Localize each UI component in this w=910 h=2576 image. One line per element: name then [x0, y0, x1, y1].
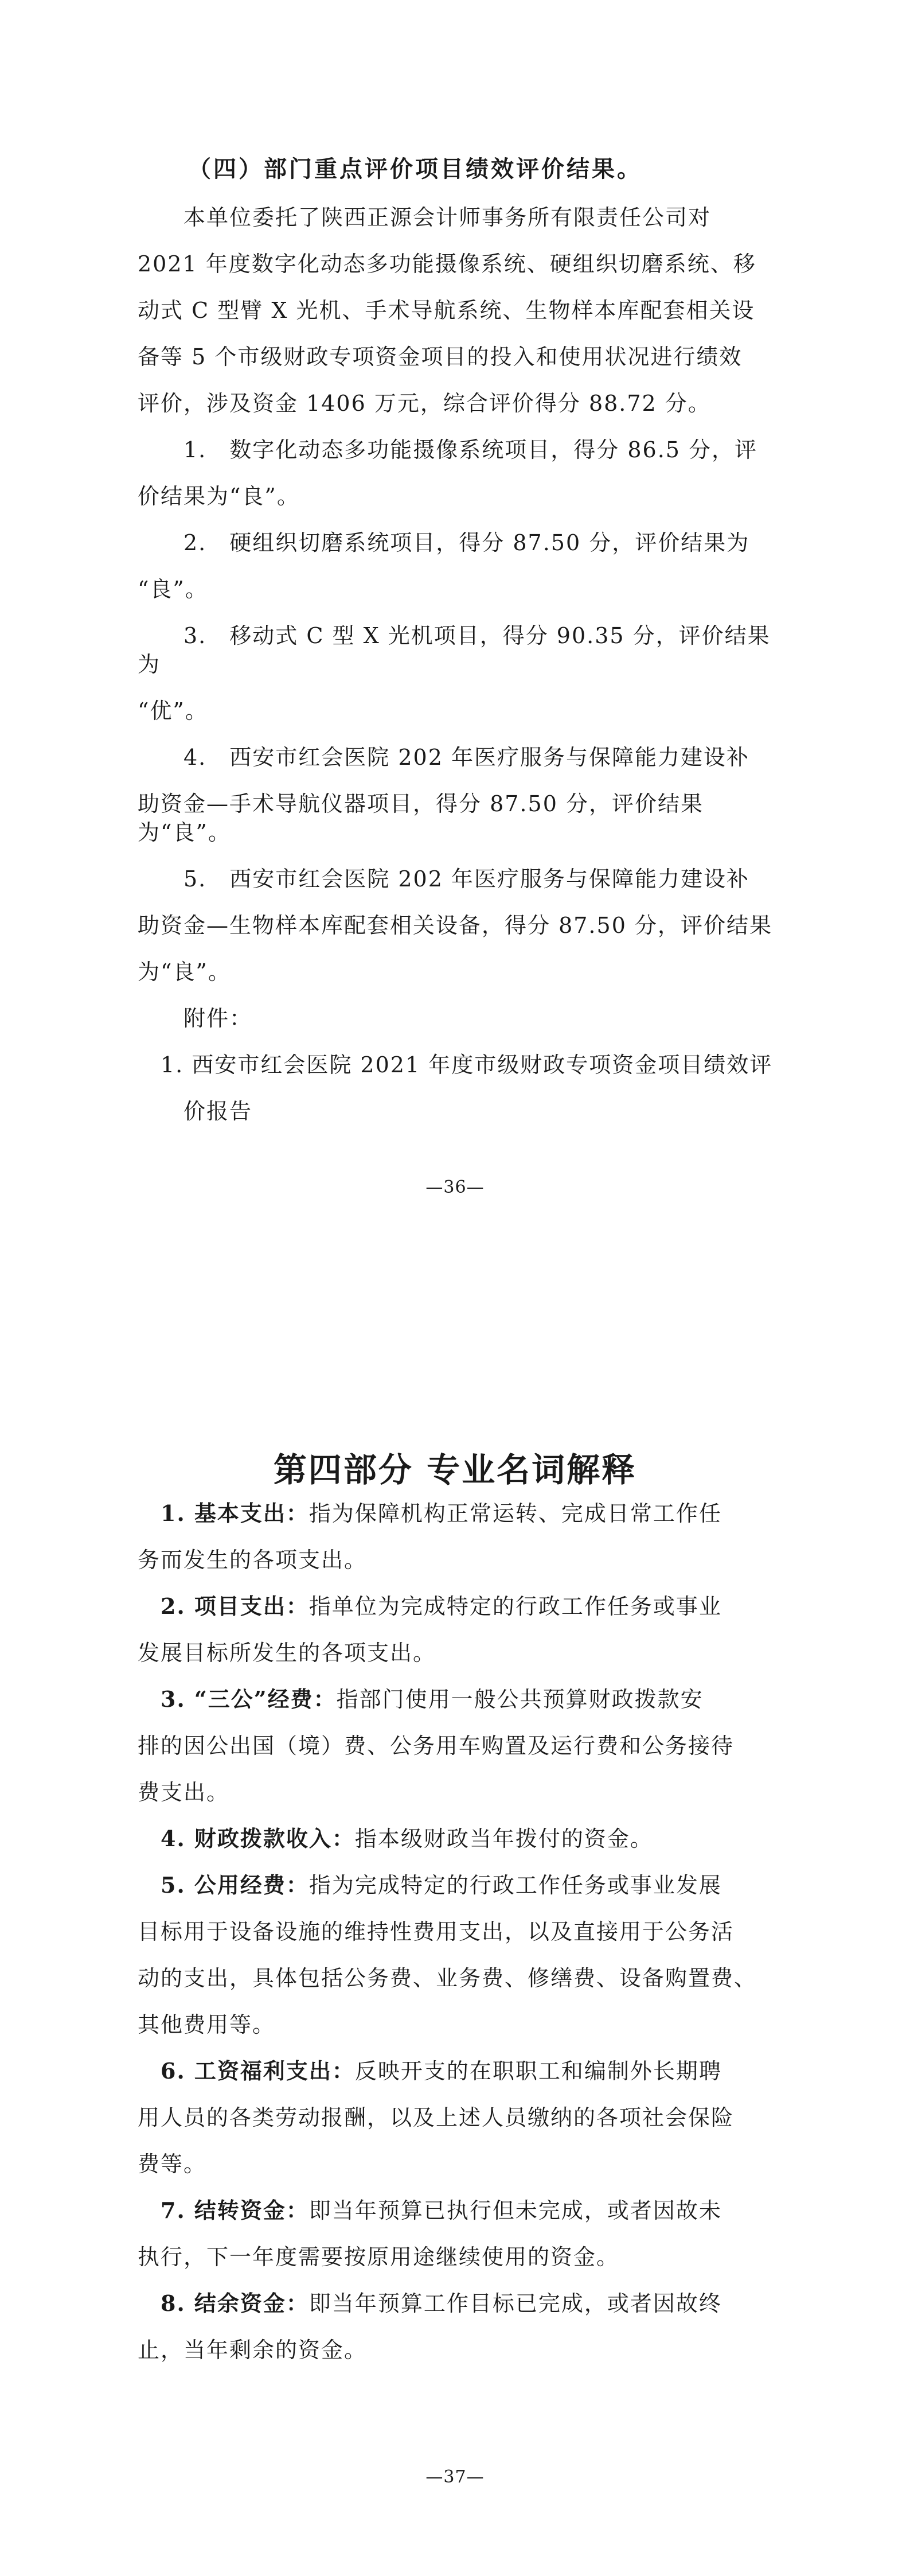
term-label: 7. 结转资金： — [161, 2197, 309, 2223]
term-text: 执行，下一年度需要按原用途继续使用的资金。 — [138, 2244, 620, 2270]
term-text: 止，当年剩余的资金。 — [138, 2337, 368, 2363]
term-text: 指单位为完成特定的行政工作任务或事业 — [308, 1594, 722, 1619]
body-line: 2021 年度数字化动态多功能摄像系统、硬组织切磨系统、移 — [138, 251, 756, 277]
page-36-body — [138, 155, 774, 1143]
body-line: 为“良”。 — [138, 959, 231, 985]
term-text: 指部门使用一般公共预算财政拨款安 — [336, 1687, 704, 1712]
term-label: 3. “三公”经费： — [161, 1686, 337, 1712]
page-37 — [0, 1288, 910, 2576]
part-title: 第四部分 专业名词解释 — [273, 1450, 637, 1489]
body-line: 5. 西安市红会医院 202 年医疗服务与保障能力建设补 — [138, 866, 749, 892]
page-number: —36— — [425, 1177, 485, 1197]
term-entry — [138, 1871, 774, 1900]
page-37-body — [138, 1499, 774, 2382]
term-entry — [138, 1592, 774, 1621]
section-heading: （四）部门重点评价项目绩效评价结果。 — [188, 155, 642, 182]
attachment-label: 附件： — [138, 1006, 253, 1031]
attachment-item: 1. 西安市红会医院 2021 年度市级财政专项资金项目绩效评 — [138, 1052, 773, 1077]
body-line: 2. 硬组织切磨系统项目，得分 87.50 分，评价结果为 — [138, 530, 750, 555]
body-line: 评价，涉及资金 1406 万元，综合评价得分 88.72 分。 — [138, 391, 711, 416]
body-line: 3. 移动式 C 型 X 光机项目，得分 90.35 分，评价结果为 — [138, 623, 771, 677]
body-line: 1. 数字化动态多功能摄像系统项目，得分 86.5 分，评 — [138, 437, 758, 462]
term-entry — [138, 2289, 774, 2318]
term-entry — [138, 1499, 774, 1528]
term-text: 指本级财政当年拨付的资金。 — [354, 1826, 653, 1851]
term-label: 8. 结余资金： — [161, 2290, 309, 2316]
term-entry — [138, 2057, 774, 2085]
term-label: 6. 工资福利支出： — [161, 2058, 355, 2084]
page-number: —37— — [425, 2467, 485, 2487]
term-label: 4. 财政拨款收入： — [161, 1826, 355, 1851]
term-text: 其他费用等。 — [138, 2012, 276, 2037]
term-text: 即当年预算已执行但未完成，或者因故未 — [308, 2198, 722, 2223]
body-line: 本单位委托了陕西正源会计师事务所有限责任公司对 — [138, 205, 712, 230]
term-text: 目标用于设备设施的维持性费用支出，以及直接用于公务活 — [138, 1919, 735, 1944]
term-text: 排的因公出国（境）费、公务用车购置及运行费和公务接待 — [138, 1733, 735, 1758]
term-text: 指为完成特定的行政工作任务或事业发展 — [308, 1873, 722, 1898]
term-entry — [138, 1685, 774, 1714]
term-label: 1. 基本支出： — [161, 1500, 309, 1526]
term-text: 即当年预算工作目标已完成，或者因故终 — [308, 2291, 722, 2316]
term-text: 用人员的各类劳动报酬，以及上述人员缴纳的各项社会保险 — [138, 2105, 735, 2130]
term-label: 2. 项目支出： — [161, 1593, 309, 1619]
body-line: 备等 5 个市级财政专项资金项目的投入和使用状况进行绩效 — [138, 344, 743, 369]
body-line: “优”。 — [138, 698, 208, 723]
body-line: “良”。 — [138, 577, 208, 602]
attachment-item: 价报告 — [138, 1099, 253, 1124]
body-line: 4. 西安市红会医院 202 年医疗服务与保障能力建设补 — [138, 745, 749, 770]
body-line: 助资金—生物样本库配套相关设备，得分 87.50 分，评价结果 — [138, 913, 772, 938]
term-text: 动的支出，具体包括公务费、业务费、修缮费、设备购置费、 — [138, 1966, 757, 1991]
term-entry — [138, 2196, 774, 2225]
body-line: 助资金—手术导航仪器项目，得分 87.50 分，评价结果为“良”。 — [138, 791, 704, 845]
body-line: 价结果为“良”。 — [138, 484, 300, 509]
term-text: 费支出。 — [138, 1780, 230, 1805]
term-text: 费等。 — [138, 2151, 207, 2177]
term-text: 发展目标所发生的各项支出。 — [138, 1640, 436, 1666]
term-label: 5. 公用经费： — [161, 1872, 309, 1898]
term-text: 指为保障机构正常运转、完成日常工作任 — [308, 1501, 722, 1526]
term-text: 反映开支的在职职工和编制外长期聘 — [354, 2059, 722, 2084]
body-line: 动式 C 型臂 X 光机、手术导航系统、生物样本库配套相关设 — [138, 298, 755, 323]
term-text: 务而发生的各项支出。 — [138, 1547, 368, 1573]
term-entry — [138, 1824, 774, 1853]
